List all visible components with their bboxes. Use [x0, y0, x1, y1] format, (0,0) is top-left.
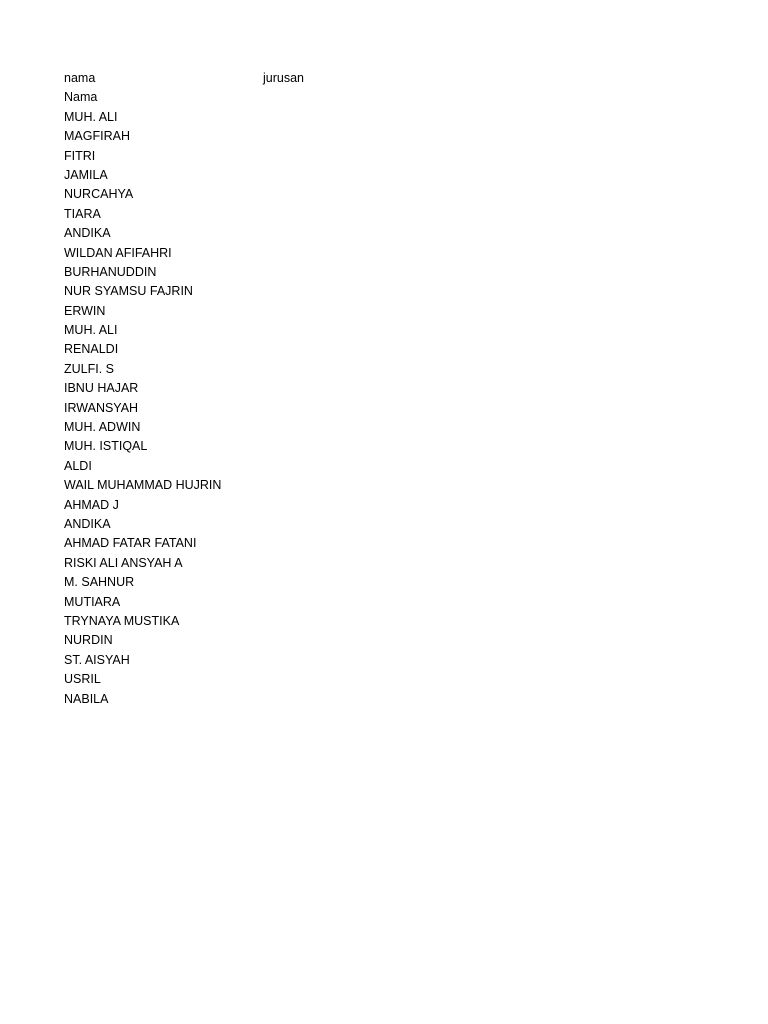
table-row — [64, 457, 704, 476]
name-cell: M. SAHNUR — [64, 575, 135, 590]
name-cell: Nama — [64, 90, 98, 105]
name-cell: MUH. ALI — [64, 109, 118, 124]
jurusan-cell — [263, 515, 463, 534]
table-row — [64, 593, 704, 612]
table-row — [64, 476, 704, 495]
jurusan-cell — [263, 185, 463, 204]
jurusan-cell — [263, 670, 463, 689]
jurusan-cell — [263, 282, 463, 301]
jurusan-cell — [263, 147, 463, 166]
table-row — [64, 418, 704, 437]
jurusan-cell — [263, 108, 463, 127]
name-table — [64, 69, 704, 709]
name-cell: BURHANUDDIN — [64, 264, 157, 279]
name-cell: ALDI — [64, 458, 92, 473]
table-row — [64, 573, 704, 592]
name-cell: WAIL MUHAMMAD HUJRIN — [64, 478, 222, 493]
table-row — [64, 185, 704, 204]
jurusan-cell — [263, 690, 463, 709]
table-row — [64, 147, 704, 166]
name-cell: NABILA — [64, 691, 109, 706]
jurusan-cell — [263, 127, 463, 146]
name-cell: NURCAHYA — [64, 187, 134, 202]
jurusan-cell — [263, 166, 463, 185]
table-row — [64, 360, 704, 379]
name-cell: ANDIKA — [64, 226, 111, 241]
table-row — [64, 399, 704, 418]
jurusan-cell — [263, 496, 463, 515]
table-row — [64, 379, 704, 398]
table-row — [64, 244, 704, 263]
jurusan-cell — [263, 651, 463, 670]
table-row — [64, 340, 704, 359]
name-cell: MUH. ISTIQAL — [64, 439, 148, 454]
jurusan-cell — [263, 263, 463, 282]
table-row — [64, 321, 704, 340]
table-row — [64, 205, 704, 224]
name-cell: MAGFIRAH — [64, 129, 130, 144]
name-cell: AHMAD J — [64, 497, 119, 512]
jurusan-cell — [263, 457, 463, 476]
name-cell: NURDIN — [64, 633, 113, 648]
table-row — [64, 282, 704, 301]
jurusan-cell — [263, 631, 463, 650]
name-cell: FITRI — [64, 148, 96, 163]
jurusan-cell — [263, 612, 463, 631]
jurusan-cell — [263, 360, 463, 379]
table-row — [64, 263, 704, 282]
table-row — [64, 631, 704, 650]
header-jurusan: jurusan — [263, 71, 304, 85]
jurusan-cell — [263, 340, 463, 359]
name-cell: ZULFI. S — [64, 361, 115, 376]
name-cell: TIARA — [64, 206, 101, 221]
jurusan-cell — [263, 534, 463, 553]
name-cell: MUTIARA — [64, 594, 121, 609]
name-cell: IRWANSYAH — [64, 400, 139, 415]
name-cell: AHMAD FATAR FATANI — [64, 536, 197, 551]
jurusan-cell — [263, 399, 463, 418]
table-row — [64, 302, 704, 321]
table-row — [64, 127, 704, 146]
jurusan-cell — [263, 437, 463, 456]
name-cell: ERWIN — [64, 303, 106, 318]
table-row — [64, 554, 704, 573]
name-cell: TRYNAYA MUSTIKA — [64, 613, 180, 628]
header-nama: nama — [64, 71, 96, 85]
jurusan-cell — [263, 379, 463, 398]
jurusan-cell — [263, 302, 463, 321]
jurusan-cell — [263, 573, 463, 592]
table-row — [64, 88, 704, 107]
jurusan-cell — [263, 554, 463, 573]
table-row — [64, 690, 704, 709]
table-row — [64, 496, 704, 515]
jurusan-cell — [263, 244, 463, 263]
table-row — [64, 651, 704, 670]
table-row — [64, 437, 704, 456]
table-row — [64, 515, 704, 534]
table-row — [64, 534, 704, 553]
table-row — [64, 166, 704, 185]
jurusan-cell — [263, 321, 463, 340]
name-cell: NUR SYAMSU FAJRIN — [64, 284, 193, 299]
table-body — [64, 88, 704, 709]
header-row — [64, 69, 704, 88]
jurusan-cell — [263, 593, 463, 612]
jurusan-cell — [263, 224, 463, 243]
table-row — [64, 108, 704, 127]
name-cell: JAMILA — [64, 167, 108, 182]
name-cell: ANDIKA — [64, 516, 111, 531]
name-cell: MUH. ALI — [64, 323, 118, 338]
name-cell: WILDAN AFIFAHRI — [64, 245, 172, 260]
jurusan-cell — [263, 205, 463, 224]
table-row — [64, 670, 704, 689]
name-cell: RENALDI — [64, 342, 119, 357]
name-cell: USRIL — [64, 672, 101, 687]
jurusan-cell — [263, 88, 463, 107]
name-cell: ST. AISYAH — [64, 652, 130, 667]
table-row — [64, 224, 704, 243]
jurusan-cell — [263, 476, 463, 495]
name-cell: RISKI ALI ANSYAH A — [64, 555, 183, 570]
name-cell: MUH. ADWIN — [64, 420, 141, 435]
name-cell: IBNU HAJAR — [64, 381, 139, 396]
jurusan-cell — [263, 418, 463, 437]
table-row — [64, 612, 704, 631]
